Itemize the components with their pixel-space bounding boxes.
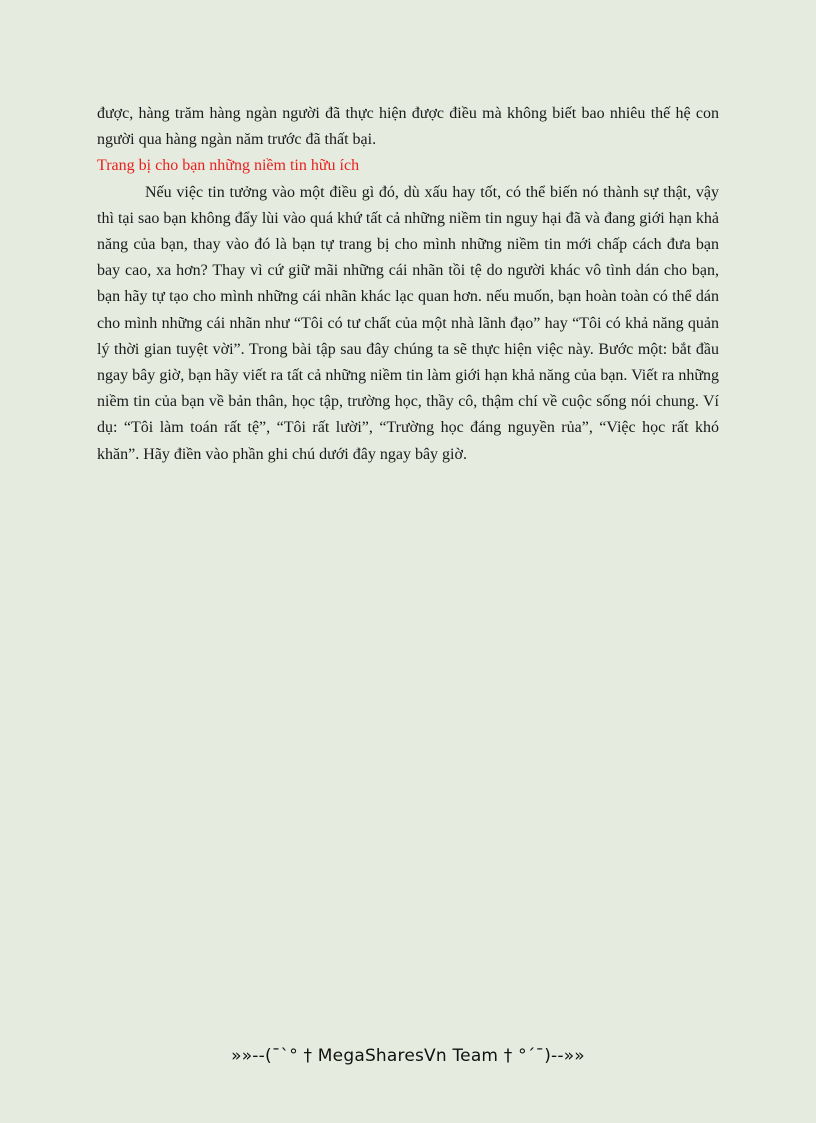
body-paragraph: Nếu việc tin tưởng vào một điều gì đó, dù xấu hay tốt, có thể biến nó thành sự thật, vậy thì tại sao bạn không đẩy lùi vào quá khứ tất cả những niềm tin nguy hại đã và đang giới hạn khả năng của bạn, thay vào đó là bạn tự trang bị cho mình những niềm tin mới chấp cách đưa bạn bay cao, xa hơn? Thay vì cứ giữ mãi những cái nhãn tồi tệ do người khác vô tình dán cho bạn, bạn hãy tự tạo cho mình những cái nhãn khác lạc quan hơn. nếu muốn, bạn hoàn toàn có thể dán cho mình những cái nhãn như “Tôi có tư chất của một nhà lãnh đạo” hay “Tôi có khả năng quản lý thời gian tuyệt vời”. Trong bài tập sau đây chúng ta sẽ thực hiện việc này. Bước một: bắt đầu ngay bây giờ, bạn hãy viết ra tất cả những niềm tin làm giới hạn khả năng của bạn. Viết ra những niềm tin của bạn về bản thân, học tập, trường học, thầy cô, thậm chí về cuộc sống nói chung. Ví dụ: “Tôi làm toán rất tệ”, “Tôi rất lười”, “Trường học đáng nguyền rủa”, “Việc học rất khó khăn”. Hãy điền vào phần ghi chú dưới đây ngay bây giờ. [97,183,719,463]
footer-credit: »»--(¯`° † MegaSharesVn Team † °´¯)--»» [231,1046,585,1066]
continued-paragraph: được, hàng trăm hàng ngàn người đã thực hiện được điều mà không biết bao nhiêu thế hệ con người qua hàng ngàn năm trước đã thất bại. [97,105,719,149]
page-body [97,101,719,468]
section-heading: Trang bị cho bạn những niềm tin hữu ích [97,157,360,175]
